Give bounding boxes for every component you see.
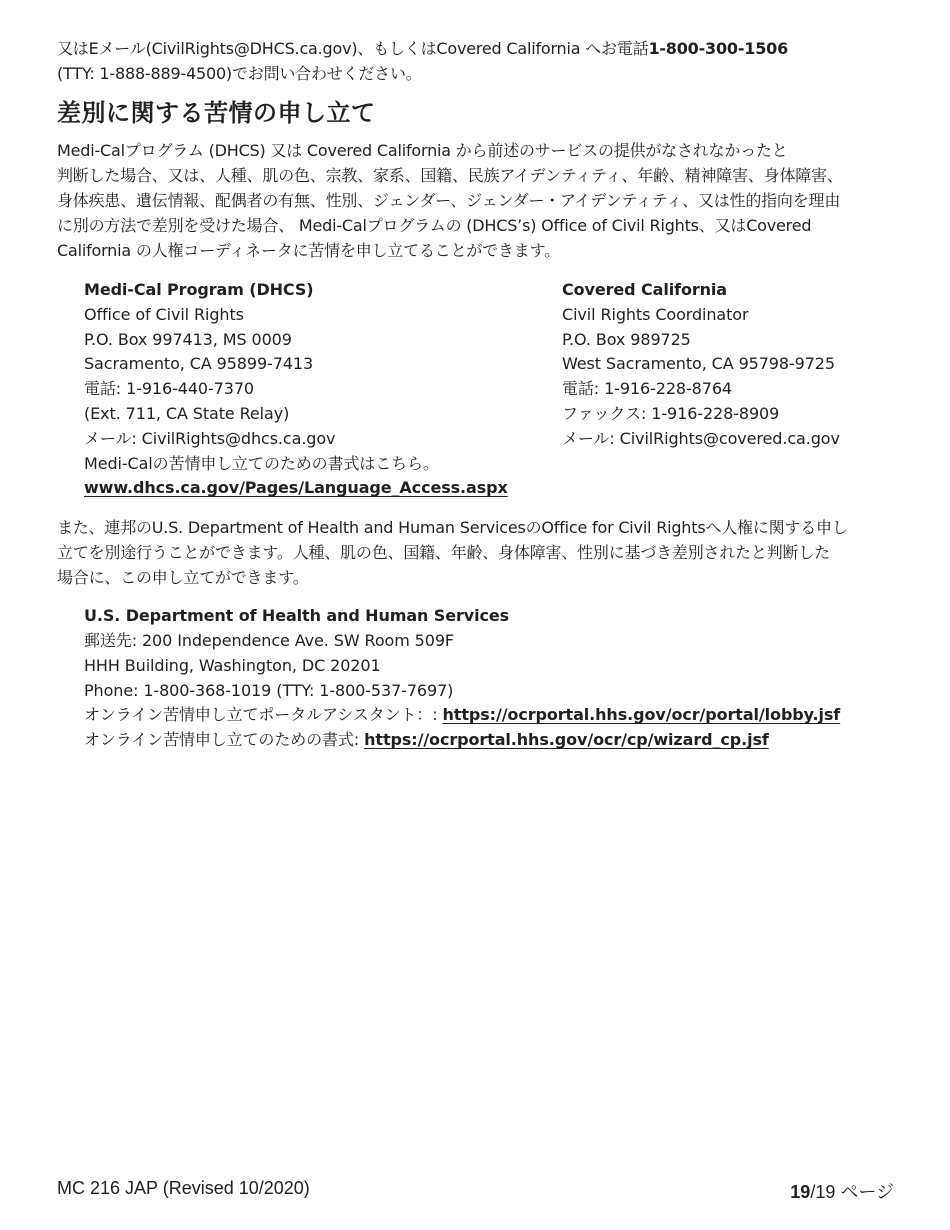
paragraph-line: 判断した場合、又は、人種、肌の色、宗教、家系、国籍、民族アイデンティティ、年齢、精神障害、身体障害、: [57, 166, 843, 185]
address-line: Office of Civil Rights: [84, 304, 244, 324]
medi-cal-title: Medi-Cal Program (DHCS): [84, 280, 314, 299]
medi-cal-address: [84, 278, 562, 501]
page-suffix: ページ: [835, 1182, 894, 1202]
paragraph-line: 立てを別途行うことができます。人種、肌の色、国籍、年齢、身体障害、性別に基づき差別されたと判断した: [57, 543, 830, 563]
paragraph-line: 身体疾患、遺伝情報、配偶者の有無、性別、ジェンダー、ジェンダー・アイデンティティ、又は性的指向を理由: [57, 191, 841, 210]
ocr-complaint-form-link[interactable]: https://ocrportal.hhs.gov/ocr/cp/wizard_cp.jsf: [364, 730, 769, 750]
section-heading: 差別に関する苦情の申し立て: [57, 99, 376, 127]
phone-line: 電話: 1-916-440-7370: [84, 379, 254, 399]
intro-text: 又はEメール(CivilRights@DHCS.ca.gov)、もしくはCovered California へお電話: [57, 39, 649, 58]
hhs-address: [57, 604, 897, 753]
paragraph-line: California の人権コーディネータに苦情を申し立てることができます。: [57, 241, 560, 260]
paragraph-line: に別の方法で差別を受けた場合、 Medi-Calプログラムの (DHCS’s) Office of Civil Rights、又はCovered: [57, 216, 812, 235]
complaint-paragraph: [57, 138, 897, 263]
paragraph-line: Medi-Calプログラム (DHCS) 又は Covered California から前述のサービスの提供がなされなかったと: [57, 141, 788, 160]
total-pages: /19: [810, 1182, 836, 1202]
address-line: 郵送先: 200 Independence Ave. SW Room 509F: [84, 630, 455, 650]
current-page: 19: [790, 1182, 811, 1202]
address-line: Sacramento, CA 95899-7413: [84, 354, 314, 374]
paragraph-line: また、連邦のU.S. Department of Health and Human ServicesのOffice for Civil Rightsへ人権に関する申し: [57, 518, 848, 538]
intro-contact: [57, 36, 897, 86]
ocr-portal-link[interactable]: https://ocrportal.hhs.gov/ocr/portal/lobby.jsf: [442, 705, 841, 725]
phone-line: Phone: 1-800-368-1019 (TTY: 1-800-537-7697): [84, 680, 454, 700]
address-line: P.O. Box 997413, MS 0009: [84, 329, 292, 349]
fax-line: ファックス: 1-916-228-8909: [562, 403, 780, 423]
hhs-title: U.S. Department of Health and Human Services: [84, 606, 510, 626]
address-line: West Sacramento, CA 95798-9725: [562, 354, 835, 374]
address-line: Civil Rights Coordinator: [562, 304, 749, 324]
portal-label: オンライン苦情申し立てポータルアシスタント：:: [84, 705, 443, 725]
relay-line: (Ext. 711, CA State Relay): [84, 403, 290, 423]
phone-line: 電話: 1-916-228-8764: [562, 379, 732, 399]
address-line: P.O. Box 989725: [562, 329, 691, 349]
intro-line-1: [57, 36, 897, 61]
email-line: メール: CivilRights@dhcs.ca.gov: [84, 428, 336, 448]
form-id: MC 216 JAP (Revised 10/2020): [57, 1178, 310, 1198]
address-line: HHH Building, Washington, DC 20201: [84, 655, 381, 675]
paragraph-line: 場合に、この申し立てができます。: [57, 568, 309, 588]
phone-number: 1-800-300-1506: [648, 39, 789, 58]
form-line: [84, 728, 897, 753]
document-page: [57, 36, 897, 753]
email-line: メール: CivilRights@covered.ca.gov: [562, 428, 840, 448]
covered-california-title: Covered California: [562, 280, 728, 299]
page-number: [790, 1178, 894, 1204]
address-columns: [57, 278, 897, 501]
intro-line-2: (TTY: 1-888-889-4500)でお問い合わせください。: [57, 64, 422, 83]
form-note: Medi-Calの苦情申し立てのための書式はこちら。: [84, 453, 439, 473]
covered-california-address: [562, 278, 897, 501]
form-label: オンライン苦情申し立てのための書式:: [84, 730, 365, 750]
dhcs-language-access-link[interactable]: www.dhcs.ca.gov/Pages/Language_Access.aspx: [84, 478, 508, 498]
federal-paragraph: [57, 515, 897, 590]
portal-line: [84, 703, 897, 728]
page-footer: [57, 1178, 894, 1204]
